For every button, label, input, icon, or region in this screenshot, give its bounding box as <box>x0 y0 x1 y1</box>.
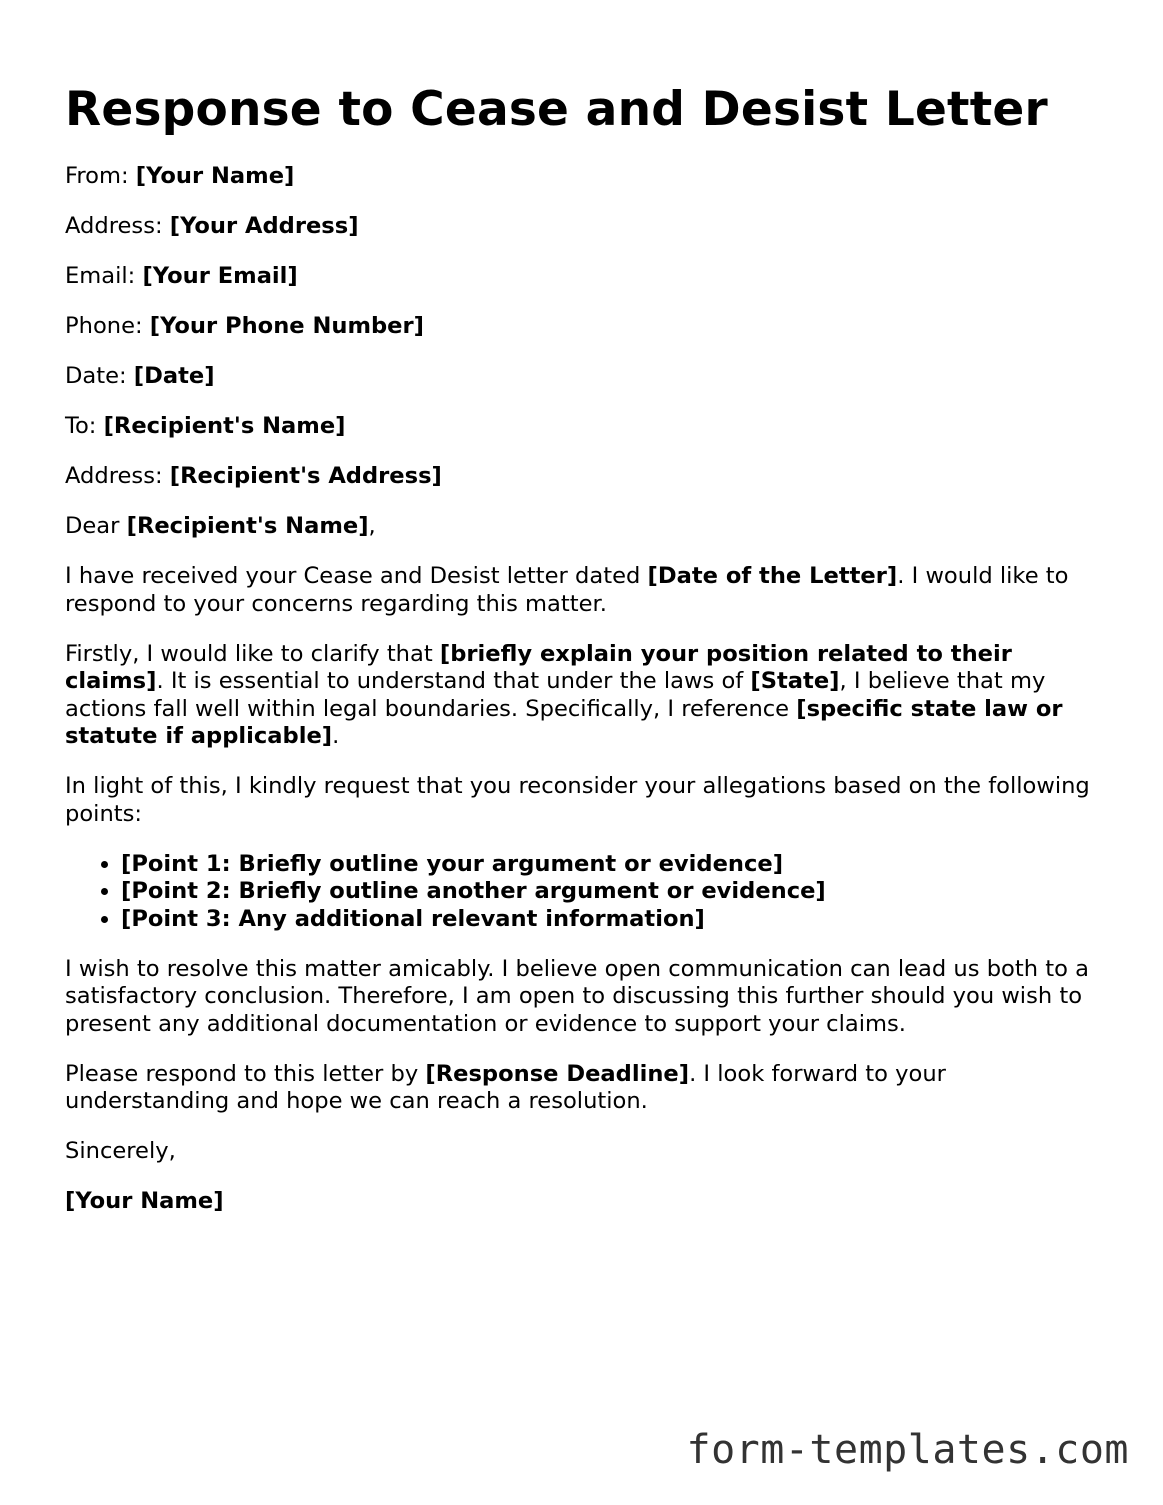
email-label: Email: <box>65 263 143 289</box>
date-field <box>65 363 1105 391</box>
para1-text-1: I have received your Cease and Desist letter dated <box>65 563 648 589</box>
para2-text-4: . <box>332 723 340 749</box>
sender-address-field <box>65 213 1105 241</box>
list-item: • [Point 1: Briefly outline your argument or evidence] <box>121 851 1105 879</box>
salutation <box>65 513 1105 541</box>
salutation-suffix: , <box>368 513 376 539</box>
phone-value: [Your Phone Number] <box>149 313 424 339</box>
to-label: To: <box>65 413 104 439</box>
points-list <box>65 851 1105 934</box>
para2-text-1: Firstly, I would like to clarify that <box>65 640 440 667</box>
paragraph-request: In light of this, I kindly request that you reconsider your allegations based on the following points: <box>65 773 1090 827</box>
paragraph-resolve: I wish to resolve this matter amicably. I believe open communication can lead us both to a satisfactory conclusion. Therefore, I am open to discussing this further should you wish to present any additional documentation or evidence to support your claims. <box>65 955 1089 1037</box>
closing: Sincerely, <box>65 1138 176 1164</box>
salutation-name: [Recipient's Name] <box>126 513 369 539</box>
paragraph-deadline <box>65 1061 1105 1116</box>
para2-state: [State] <box>750 668 840 694</box>
para2-statute: [specific state law or statute if applicable] <box>65 695 1063 749</box>
sender-address-label: Address: <box>65 213 170 239</box>
paragraph-received <box>65 563 1105 618</box>
email-field <box>65 263 1105 291</box>
date-label: Date: <box>65 363 134 389</box>
para5-text-1: Please respond to this letter by <box>65 1060 426 1087</box>
list-item: • [Point 3: Any additional relevant information] <box>121 906 1105 934</box>
to-field <box>65 413 1105 441</box>
from-label: From: <box>65 163 136 189</box>
from-value: [Your Name] <box>135 163 295 189</box>
list-item: • [Point 2: Briefly outline another argument or evidence] <box>121 878 1105 906</box>
to-value: [Recipient's Name] <box>103 413 346 439</box>
para1-date-of-letter: [Date of the Letter] <box>647 563 898 589</box>
signature <box>65 1188 1105 1216</box>
salutation-prefix: Dear <box>65 513 127 539</box>
phone-label: Phone: <box>65 313 150 339</box>
para5-text-2: . I look forward to your understanding and hope we can reach a resolution. <box>65 1060 946 1114</box>
paragraph-position <box>65 641 1105 751</box>
email-value: [Your Email] <box>142 263 298 289</box>
signature-name: [Your Name] <box>65 1188 224 1214</box>
date-value: [Date] <box>133 363 215 389</box>
para2-text-3: , I believe that my actions fall well within legal boundaries. Specifically, I reference <box>65 668 1046 722</box>
phone-field <box>65 313 1105 341</box>
recipient-address-field <box>65 463 1105 491</box>
para2-position: [briefly explain your position related to their claims] <box>65 640 1012 694</box>
para5-deadline: [Response Deadline] <box>425 1060 690 1087</box>
recipient-address-value: [Recipient's Address] <box>169 463 442 489</box>
recipient-address-label: Address: <box>65 463 170 489</box>
para1-text-2: . I would like to respond to your concerns regarding this matter. <box>65 563 1069 617</box>
from-field <box>65 163 1105 191</box>
watermark: form-templates.com <box>686 1427 1129 1473</box>
sender-address-value: [Your Address] <box>169 213 359 239</box>
para2-text-2: . It is essential to understand that under the laws of <box>156 668 751 694</box>
letter-page <box>65 0 1105 1216</box>
page-title: Response to Cease and Desist Letter <box>65 82 1048 137</box>
